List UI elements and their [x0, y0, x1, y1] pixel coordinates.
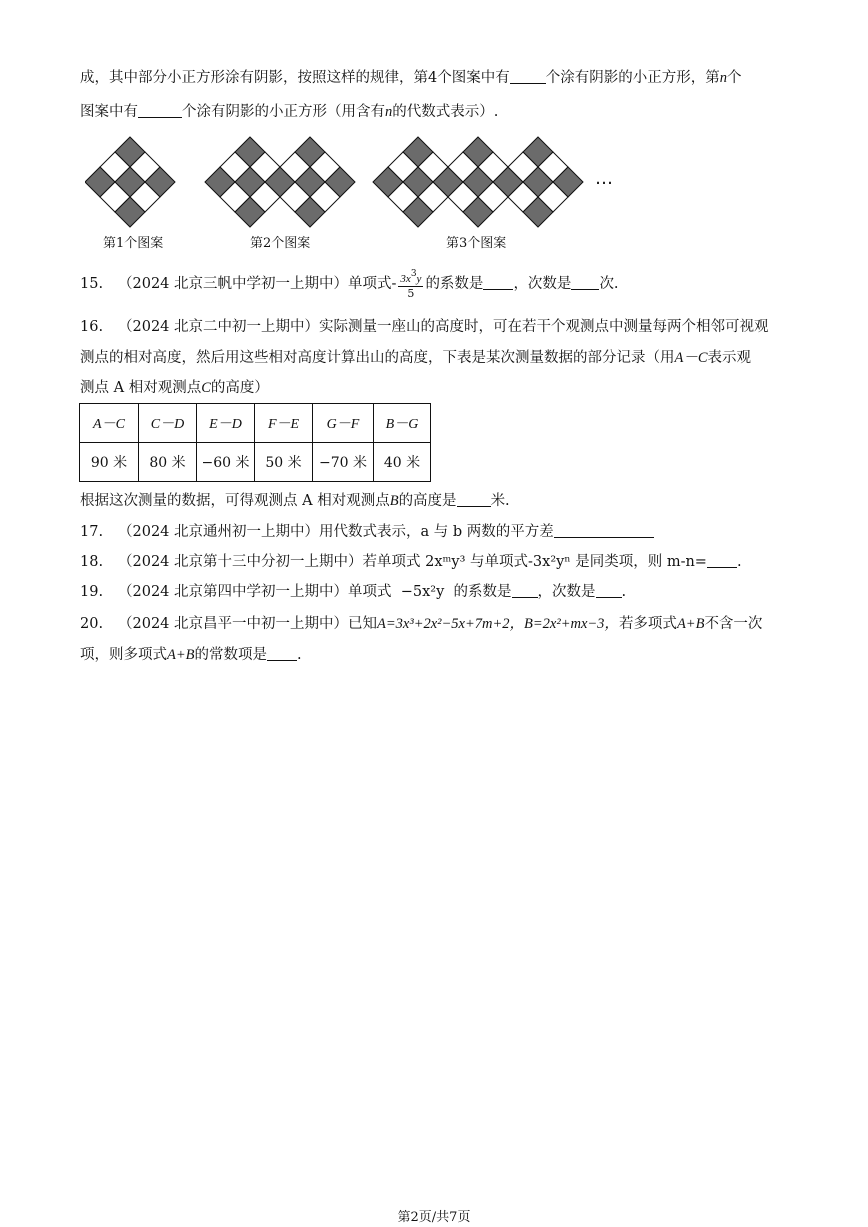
table-header-cell: G－F: [313, 404, 374, 443]
table-cell: 40 米: [374, 443, 431, 482]
table-row: [80, 443, 431, 482]
question-text: （2024 北京第十三中分初一上期中）若单项式 2xᵐy³ 与单项式-3x²yⁿ 是同类项，则 m-n=: [118, 554, 707, 570]
question-20-line-2: [80, 643, 302, 664]
question-text: ，次数是: [537, 584, 596, 600]
question-number: 15.: [80, 276, 104, 292]
question-text: 的高度是: [398, 493, 457, 509]
question-number: 20.: [80, 616, 104, 632]
math-expression: A=3x³+2x²−5x+7m+2，: [377, 616, 525, 632]
fraction-denominator: 5: [407, 287, 415, 300]
q14-line-2: [80, 100, 498, 121]
question-16-line-4: [80, 489, 510, 510]
question-number: 19.: [80, 584, 104, 600]
answer-blank[interactable]: [512, 583, 538, 598]
math-variable: B: [389, 493, 399, 509]
pattern-figures: [85, 132, 615, 232]
caption-figure-1: 第1个图案: [103, 236, 164, 251]
fraction: $\frac{3x^3y}{5}$: [400, 269, 422, 300]
question-18: [80, 550, 742, 571]
math-expression: A+B: [167, 647, 195, 663]
question-text: 的常数项是: [194, 647, 267, 663]
question-text: （2024 北京第四中学初一上期中）单项式: [118, 584, 392, 600]
answer-blank[interactable]: [138, 103, 182, 118]
question-text: .: [621, 584, 627, 600]
pattern-figure-2: [205, 137, 355, 227]
table-cell: −70 米: [313, 443, 374, 482]
table-cell: 80 米: [139, 443, 197, 482]
math-expression: −5x²y: [400, 584, 445, 600]
table-header-row: [80, 404, 431, 443]
question-text: 次.: [599, 276, 619, 292]
answer-blank[interactable]: [596, 583, 622, 598]
question-text: 根据这次测量的数据，可得观测点 A 相对观测点: [80, 493, 390, 509]
q14-line-1: [80, 66, 741, 87]
question-20-line-1: [80, 612, 762, 633]
question-text: .: [297, 647, 302, 663]
question-text: 测点的相对高度，然后用这些相对高度计算出山的高度，下表是某次测量数据的部分记录（用: [80, 350, 675, 366]
table-header-cell: C－D: [139, 404, 197, 443]
ellipsis: …: [595, 168, 613, 189]
question-number: 16.: [80, 319, 104, 335]
question-15: [80, 268, 619, 300]
table-header-cell: A－C: [80, 404, 139, 443]
question-text: （2024 北京三帆中学初一上期中）单项式-: [118, 276, 397, 292]
q14-variable: n: [719, 70, 727, 86]
table-header-cell: B－G: [374, 404, 431, 443]
question-16-line-2: [80, 346, 751, 367]
answer-blank[interactable]: [707, 553, 737, 568]
q14-text: 的代数式表示）.: [392, 104, 499, 120]
question-text: 米.: [490, 493, 510, 509]
table-cell: 90 米: [80, 443, 139, 482]
answer-blank[interactable]: [510, 69, 546, 84]
question-17: [80, 520, 654, 541]
question-text: ，次数是: [513, 276, 572, 292]
question-text: （2024 北京昌平一中初一上期中）已知: [118, 616, 378, 632]
math-expression: A－C: [674, 350, 708, 366]
question-text: 不含一次: [704, 616, 763, 632]
q14-text: 图案中有: [80, 104, 138, 120]
q14-text: 个涂有阴影的小正方形（用含有: [182, 104, 385, 120]
question-text: 测点 A 相对观测点: [80, 380, 202, 396]
question-text: .: [736, 554, 742, 570]
q14-text: 个图案中有: [437, 70, 510, 86]
q14-text: 成，其中部分小正方形涂有阴影，按照这样的规律，第: [80, 70, 428, 86]
pattern-figure-3: [373, 137, 583, 227]
question-number: 18.: [80, 554, 104, 570]
question-text: 表示观: [707, 350, 752, 366]
q14-variable: n: [385, 104, 393, 120]
table-cell: 50 米: [255, 443, 313, 482]
question-16-line-3: [80, 376, 269, 397]
pattern-figure-1: [85, 137, 175, 227]
question-text: 的系数是: [425, 276, 484, 292]
table-header-cell: E－D: [197, 404, 255, 443]
measurement-table: [79, 403, 431, 482]
math-variable: C: [201, 380, 211, 396]
question-text: 若多项式: [618, 616, 677, 632]
question-text: （2024 北京通州初一上期中）用代数式表示，a 与 b 两数的平方差: [118, 524, 554, 540]
question-19: [80, 580, 626, 601]
page-footer: 第2页/共7页: [397, 1210, 471, 1225]
question-text: 项，则多项式: [80, 647, 167, 663]
question-number: 17.: [80, 524, 104, 540]
caption-figure-3: 第3个图案: [446, 236, 507, 251]
answer-blank[interactable]: [457, 492, 491, 507]
answer-blank[interactable]: [267, 646, 297, 661]
table-cell: −60 米: [197, 443, 255, 482]
answer-blank[interactable]: [571, 275, 599, 290]
answer-blank[interactable]: [554, 523, 654, 538]
question-text: 的高度）: [210, 380, 269, 396]
question-text: 的系数是: [453, 584, 512, 600]
table-header-cell: F－E: [255, 404, 313, 443]
question-16-line-1: [80, 315, 769, 336]
question-text: （2024 北京二中初一上期中）实际测量一座山的高度时，可在若干个观测点中测量每两个相邻可视观: [118, 319, 769, 335]
caption-figure-2: 第2个图案: [250, 236, 311, 251]
answer-blank[interactable]: [483, 275, 513, 290]
math-expression: A+B: [676, 616, 705, 632]
q14-text: 个涂有阴影的小正方形，第: [545, 70, 720, 86]
q14-text: 个: [726, 70, 742, 86]
q14-text: 4: [428, 70, 438, 86]
math-expression: B=2x²+mx−3，: [524, 616, 619, 632]
